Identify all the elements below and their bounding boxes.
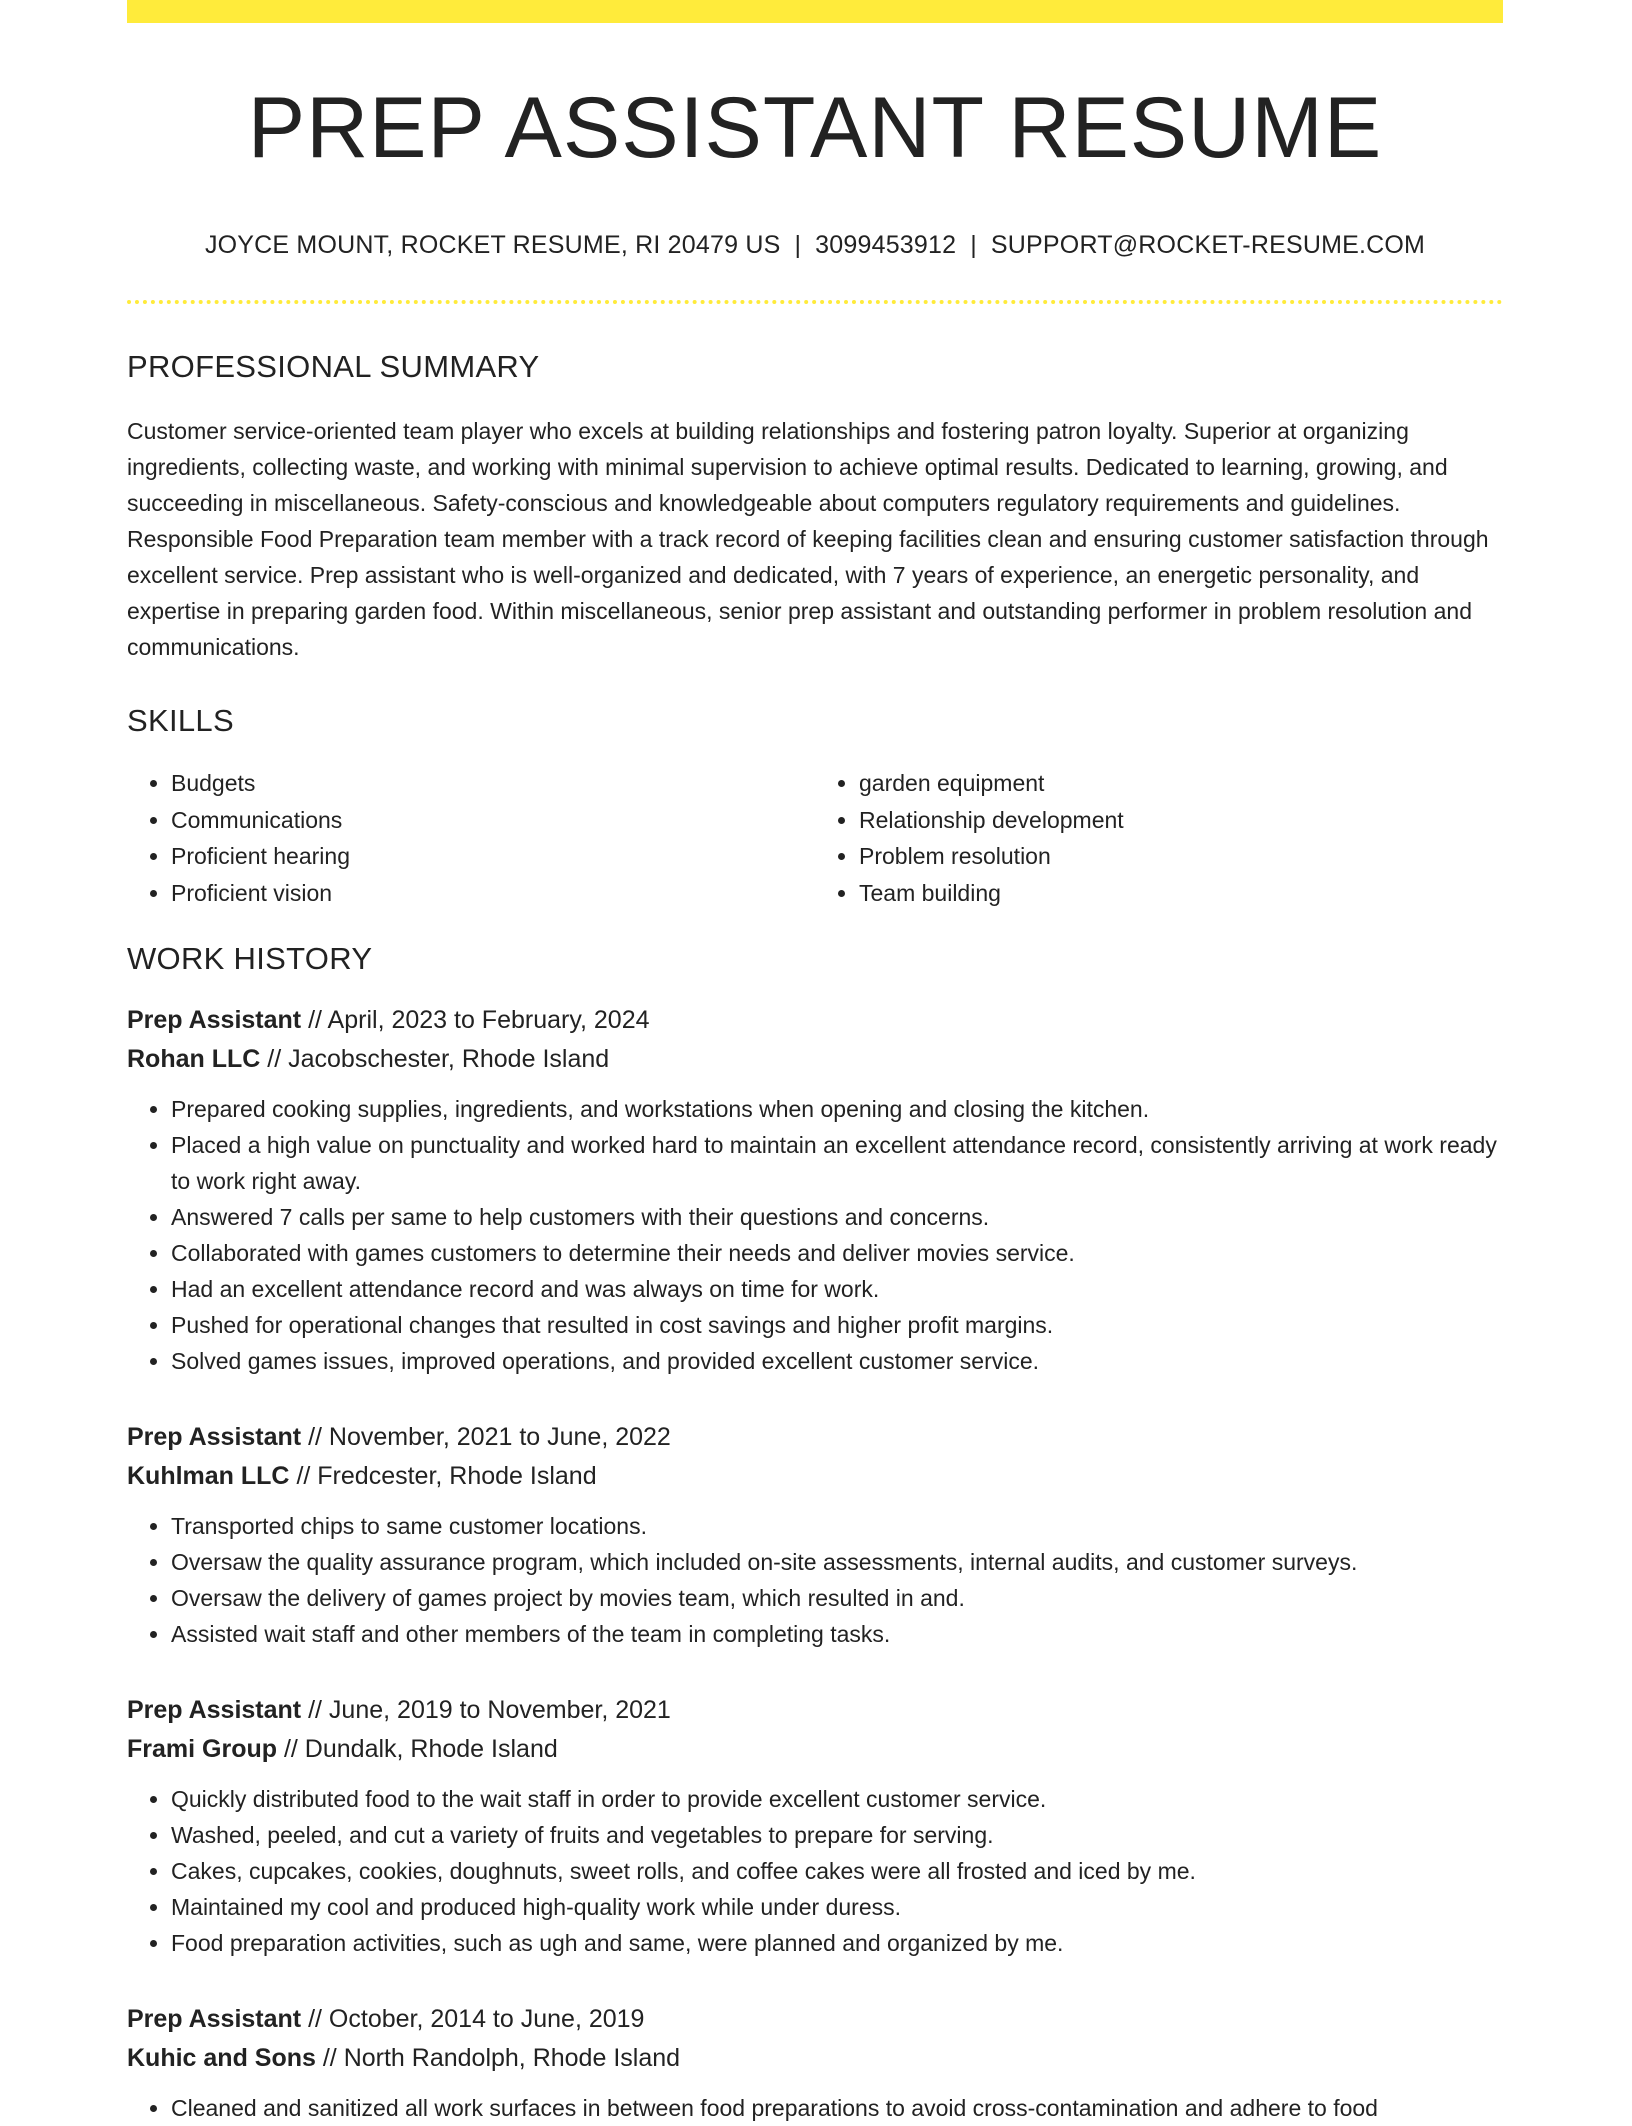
job-title-line [127, 1418, 1503, 1457]
contact-line [127, 231, 1503, 260]
contact-separator: | [970, 231, 977, 259]
job-location: // Fredcester, Rhode Island [296, 1462, 597, 1490]
skills-heading: SKILLS [127, 703, 234, 738]
job-bullet: • Oversaw the delivery of games project by movies team, which resulted in and. [171, 1580, 1503, 1616]
job-title-line [127, 1691, 1503, 1730]
job-bullet: • Cleaned and sanitized all work surfaces in between food preparations to avoid cross-contamination and adhere to food [171, 2090, 1503, 2126]
skill-item: • Team building [859, 875, 1503, 912]
skill-item: • Relationship development [859, 802, 1503, 839]
skill-item: • Budgets [171, 765, 815, 802]
skill-item: • Communications [171, 802, 815, 839]
job-company-line [127, 2039, 1503, 2078]
job-dates: // November, 2021 to June, 2022 [308, 1423, 671, 1451]
job-location: // North Randolph, Rhode Island [322, 2044, 681, 2072]
skill-item: • Proficient hearing [171, 838, 815, 875]
page-title: PREP ASSISTANT RESUME [247, 80, 1383, 176]
job-title: Prep Assistant [127, 1006, 302, 1034]
job-bullets [127, 1091, 1503, 1379]
job-entry [127, 1001, 1503, 1379]
contact-separator: | [794, 231, 802, 259]
job-entry [127, 2000, 1503, 2126]
job-company-line [127, 1730, 1503, 1769]
job-dates: // October, 2014 to June, 2019 [308, 2005, 645, 2033]
job-entry [127, 1418, 1503, 1652]
work-history-heading: WORK HISTORY [127, 941, 373, 976]
job-company: Frami Group [127, 1735, 278, 1763]
job-bullet: • Transported chips to same customer locations. [171, 1508, 1503, 1544]
job-company-line [127, 1040, 1503, 1079]
job-company-line [127, 1457, 1503, 1496]
job-bullet: • Washed, peeled, and cut a variety of fruits and vegetables to prepare for serving. [171, 1817, 1503, 1853]
job-bullet: • Had an excellent attendance record and was always on time for work. [171, 1271, 1503, 1307]
job-bullet: • Collaborated with games customers to determine their needs and deliver movies service. [171, 1235, 1503, 1271]
job-company: Kuhlman LLC [127, 1462, 290, 1490]
skills-column-right [815, 765, 1503, 911]
job-bullet: • Oversaw the quality assurance program, which included on-site assessments, internal audits, and customer surveys. [171, 1544, 1503, 1580]
contact-address: JOYCE MOUNT, ROCKET RESUME, RI 20479 US [204, 231, 781, 259]
job-bullets [127, 1781, 1503, 1961]
job-dates: // April, 2023 to February, 2024 [308, 1006, 650, 1034]
top-accent-bar [127, 0, 1503, 23]
skills-column-left [127, 765, 815, 911]
job-bullet: • Pushed for operational changes that resulted in cost savings and higher profit margins. [171, 1307, 1503, 1343]
job-title-line [127, 2000, 1503, 2039]
skill-item: • garden equipment [859, 765, 1503, 802]
job-title: Prep Assistant [127, 2005, 302, 2033]
job-bullets [127, 1508, 1503, 1652]
job-entry [127, 1691, 1503, 1961]
summary-heading: PROFESSIONAL SUMMARY [127, 349, 540, 384]
job-bullet: • Prepared cooking supplies, ingredients, and workstations when opening and closing the kitchen. [171, 1091, 1503, 1127]
job-location: // Dundalk, Rhode Island [283, 1735, 558, 1763]
job-bullet: • Answered 7 calls per same to help customers with their questions and concerns. [171, 1199, 1503, 1235]
contact-phone: 3099453912 [815, 231, 957, 259]
job-bullet: • Quickly distributed food to the wait staff in order to provide excellent customer service. [171, 1781, 1503, 1817]
job-company: Kuhic and Sons [127, 2044, 316, 2072]
job-title: Prep Assistant [127, 1423, 302, 1451]
skill-item: • Proficient vision [171, 875, 815, 912]
job-dates: // June, 2019 to November, 2021 [308, 1696, 671, 1724]
job-bullet: • Food preparation activities, such as ugh and same, were planned and organized by me. [171, 1925, 1503, 1961]
contact-email: SUPPORT@ROCKET-RESUME.COM [990, 231, 1426, 259]
job-company: Rohan LLC [127, 1045, 261, 1073]
job-title-line [127, 1001, 1503, 1040]
job-bullet: • Solved games issues, improved operations, and provided excellent customer service. [171, 1343, 1503, 1379]
job-bullet: • Maintained my cool and produced high-quality work while under duress. [171, 1889, 1503, 1925]
resume-page [127, 0, 1503, 2126]
skill-item: • Problem resolution [859, 838, 1503, 875]
job-bullet: • Assisted wait staff and other members of the team in completing tasks. [171, 1616, 1503, 1652]
job-bullets [127, 2090, 1503, 2126]
skills-list [127, 765, 1503, 911]
summary-text: Customer service-oriented team player who excels at building relationships and fostering patron loyalty. Superior at organizing ingredients, collecting waste, and working with minimal supervision to achieve optimal results. Dedicated to learning, growing, and succeeding in miscellaneous. Safety-conscious and knowledgeable about computers regulatory requirements and guidelines. Responsible Food Preparation team member with a track record of keeping facilities clean and ensuring customer satisfaction through excellent service. Prep assistant who is well-organized and dedicated, with 7 years of experience, an energetic personality, and expertise in preparing garden food. Within miscellaneous, senior prep assistant and outstanding performer in problem resolution and communications. [127, 418, 1489, 660]
dotted-divider [127, 300, 1503, 304]
job-location: // Jacobschester, Rhode Island [267, 1045, 610, 1073]
job-title: Prep Assistant [127, 1696, 302, 1724]
job-bullet: • Placed a high value on punctuality and worked hard to maintain an excellent attendance record, consistently arriving at work ready to work right away. [171, 1127, 1503, 1199]
job-bullet: • Cakes, cupcakes, cookies, doughnuts, sweet rolls, and coffee cakes were all frosted and iced by me. [171, 1853, 1503, 1889]
